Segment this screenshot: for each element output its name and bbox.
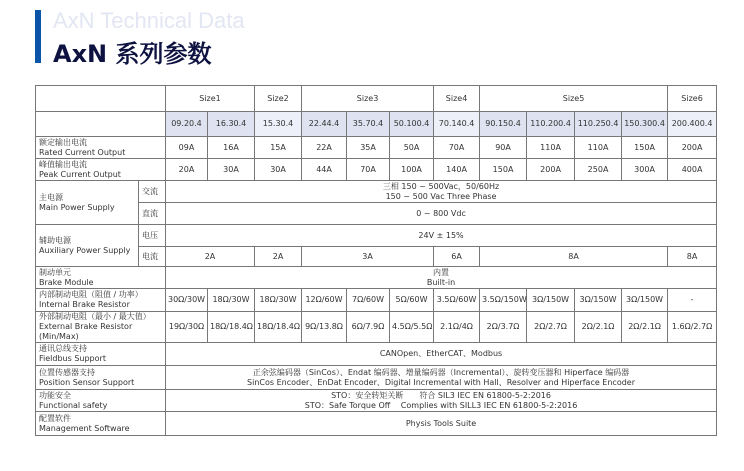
label-en: Auxiliary Power Supply: [39, 245, 131, 255]
value-en: STO：Safe Torque Off Complies with SILL3 IEC EN 61800-5-2:2016: [304, 400, 578, 410]
value-cell: 2Ω/2.1Ω: [622, 312, 668, 343]
label-en: Management Software: [39, 423, 130, 433]
label-en: Brake Module: [39, 277, 94, 287]
label-en: (Min/Max): [39, 332, 79, 341]
peak-current-row: [36, 159, 717, 181]
label-en: Internal Brake Resistor: [39, 300, 130, 309]
size-header: Size4: [434, 86, 480, 112]
value-cell: [166, 181, 717, 203]
size-header: Size5: [480, 86, 668, 112]
value-cell: 110A: [575, 137, 622, 159]
value-en: Built-in: [426, 277, 456, 287]
value-cell: 5Ω/60W: [390, 289, 434, 312]
value-cell: 16A: [208, 137, 255, 159]
model-cell: 90.150.4: [480, 112, 527, 137]
value-cell: 110A: [527, 137, 575, 159]
value-cell: 300A: [622, 159, 668, 181]
value-cell: 09A: [166, 137, 208, 159]
row-label: [36, 289, 166, 312]
model-cell: 15.30.4: [255, 112, 302, 137]
label-cn: 额定输出电流: [39, 137, 87, 147]
value-cell: 1.6Ω/2.7Ω: [668, 312, 717, 343]
row-label: [36, 267, 166, 289]
value-cell: [166, 366, 717, 390]
size-header: Size1: [166, 86, 255, 112]
value-cell: 3Ω/150W: [622, 289, 668, 312]
size-header: Size2: [255, 86, 302, 112]
value-cell: 9Ω/13.8Ω: [302, 312, 347, 343]
value-cell: 6A: [434, 247, 480, 267]
label-cn: 辅助电源: [39, 235, 71, 245]
value-cell: [166, 390, 717, 412]
software-row: [36, 412, 717, 436]
label-cn: 制动单元: [39, 267, 71, 277]
label-cn: 通讯总线支持: [39, 344, 87, 353]
model-cell: 09.20.4: [166, 112, 208, 137]
value-en: SinCos Encoder、EnDat Encoder、Digital Incremental with Hall、Resolver and Hiperface Encoder: [247, 377, 636, 387]
row-label: [36, 343, 166, 366]
row-label: [36, 159, 166, 181]
label-cn: 峰值输出电流: [39, 159, 87, 169]
value-cell: 15A: [255, 137, 302, 159]
size-header-row: [36, 86, 717, 112]
sub-label: 直流: [139, 203, 166, 225]
value-cn: STO：安全转矩关断 符合 SIL3 IEC EN 61800-5-2:2016: [331, 390, 551, 400]
value-cell: 2.1Ω/4Ω: [434, 312, 480, 343]
model-cell: 22.44.4: [302, 112, 347, 137]
model-cell: 35.70.4: [347, 112, 390, 137]
label-en: Main Power Supply: [39, 202, 115, 212]
position-sensor-row: [36, 366, 717, 390]
value-cell: 140A: [434, 159, 480, 181]
value-cell: 30A: [208, 159, 255, 181]
value-cell: 18Ω/30W: [208, 289, 255, 312]
value-cn: 三相 150 ~ 500Vac，50/60Hz: [382, 181, 500, 191]
row-label: [36, 225, 139, 267]
value-cell: 400A: [668, 159, 717, 181]
value-cell: 2Ω/2.1Ω: [575, 312, 622, 343]
value-cell: [166, 267, 717, 289]
value-cell: 3Ω/150W: [575, 289, 622, 312]
value-cell: 4.5Ω/5.5Ω: [390, 312, 434, 343]
page-title-en: AxN Technical Data: [53, 8, 245, 33]
label-cn: 功能安全: [39, 390, 71, 400]
row-label: [36, 412, 166, 436]
value-cell: 0 ~ 800 Vdc: [166, 203, 717, 225]
value-cell: 150A: [480, 159, 527, 181]
sub-label: 电压: [139, 225, 166, 247]
value-cell: 7Ω/60W: [347, 289, 390, 312]
value-cell: 19Ω/30Ω: [166, 312, 208, 343]
value-cell: 22A: [302, 137, 347, 159]
rated-current-row: [36, 137, 717, 159]
fieldbus-row: [36, 343, 717, 366]
value-cell: 250A: [575, 159, 622, 181]
size-header: Size6: [668, 86, 717, 112]
value-cell: 24V ± 15%: [166, 225, 717, 247]
model-cell: 150.300.4: [622, 112, 668, 137]
aux-voltage-row: [36, 225, 717, 247]
size-header: Size3: [302, 86, 434, 112]
model-cell: 50.100.4: [390, 112, 434, 137]
value-cell: 50A: [390, 137, 434, 159]
label-cn: 主电源: [39, 192, 63, 202]
value-cell: 44A: [302, 159, 347, 181]
value-cell: CANOpen、EtherCAT、Modbus: [166, 343, 717, 366]
aux-current-row: [36, 247, 717, 267]
value-cell: 3.5Ω/60W: [434, 289, 480, 312]
page-title-cn: AxN 系列参数: [53, 40, 212, 68]
value-cell: Physis Tools Suite: [166, 412, 717, 436]
value-cell: 200A: [527, 159, 575, 181]
value-cell: 70A: [347, 159, 390, 181]
label-cn: 位置传感器支持: [39, 367, 95, 377]
title-accent-bar: [35, 10, 41, 63]
value-cell: 18Ω/18.4Ω: [208, 312, 255, 343]
model-row: [36, 112, 717, 137]
value-cn: 正余弦编码器（SinCos）、Endat 编码器、增量编码器（Incremental）、旋转变压器和 Hiperface 编码器: [252, 367, 630, 377]
value-cell: 3A: [302, 247, 434, 267]
label-en: Rated Current Output: [39, 147, 126, 157]
model-cell: 200.400.4: [668, 112, 717, 137]
row-label: [36, 181, 139, 225]
model-cell: 70.140.4: [434, 112, 480, 137]
row-label: [36, 137, 166, 159]
value-cell: -: [668, 289, 717, 312]
label-cn: 外部制动电阻（最小 / 最大值）: [39, 312, 151, 321]
label-en: External Brake Resistor: [39, 322, 133, 331]
label-en: Functional safety: [39, 400, 108, 410]
label-en: Position Sensor Support: [39, 377, 135, 387]
model-cell: 110.200.4: [527, 112, 575, 137]
row-label: [36, 366, 166, 390]
value-cell: 150A: [622, 137, 668, 159]
value-cell: 2Ω/2.7Ω: [527, 312, 575, 343]
value-cell: 100A: [390, 159, 434, 181]
model-cell: 110.250.4: [575, 112, 622, 137]
value-cell: 20A: [166, 159, 208, 181]
label-cn: 配置软件: [39, 413, 71, 423]
value-cn: 内置: [433, 267, 450, 277]
value-cell: 90A: [480, 137, 527, 159]
value-cell: 30A: [255, 159, 302, 181]
row-label: [36, 390, 166, 412]
value-cell: 2A: [255, 247, 302, 267]
value-cell: 3Ω/150W: [527, 289, 575, 312]
value-cell: 70A: [434, 137, 480, 159]
value-cell: 8A: [480, 247, 668, 267]
safety-row: [36, 390, 717, 412]
technical-data-table: [35, 85, 717, 436]
label-en: Fieldbus Support: [39, 354, 106, 363]
main-power-ac-row: [36, 181, 717, 203]
model-cell: 16.30.4: [208, 112, 255, 137]
label-cn: 内部制动电阻（阻值 / 功率）: [39, 290, 143, 299]
value-cell: 8A: [668, 247, 717, 267]
value-cell: 35A: [347, 137, 390, 159]
brake-module-row: [36, 267, 717, 289]
value-cell: 3.5Ω/150W: [480, 289, 527, 312]
sub-label: 电流: [139, 247, 166, 267]
value-cell: 30Ω/30W: [166, 289, 208, 312]
sub-label: 交流: [139, 181, 166, 203]
value-cell: 18Ω/18.4Ω: [255, 312, 302, 343]
value-cell: 2Ω/3.7Ω: [480, 312, 527, 343]
value-cell: 18Ω/30W: [255, 289, 302, 312]
value-cell: 200A: [668, 137, 717, 159]
external-resistor-row: [36, 312, 717, 343]
row-label: [36, 312, 166, 343]
value-cell: 2A: [166, 247, 255, 267]
internal-resistor-row: [36, 289, 717, 312]
label-en: Peak Current Output: [39, 169, 121, 179]
value-cell: 12Ω/60W: [302, 289, 347, 312]
value-en: 150 ~ 500 Vac Three Phase: [385, 191, 497, 201]
main-power-dc-row: [36, 203, 717, 225]
value-cell: 6Ω/7.9Ω: [347, 312, 390, 343]
